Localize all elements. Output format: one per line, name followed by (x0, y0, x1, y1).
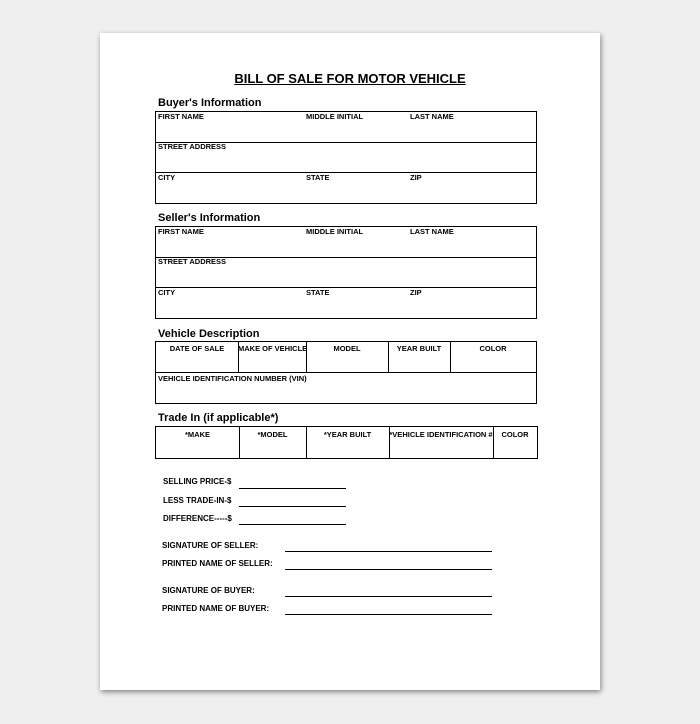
less-trade-in-line[interactable] (239, 506, 346, 507)
buyer-section-heading: Buyer's Information (158, 97, 262, 109)
row-divider (156, 172, 536, 173)
vehicle-model-field[interactable]: MODEL (333, 344, 361, 353)
buyer-state-field[interactable]: STATE (306, 173, 330, 182)
buyer-signature-label: SIGNATURE OF BUYER: (162, 586, 255, 595)
buyer-printed-name-label: PRINTED NAME OF BUYER: (162, 604, 270, 613)
vehicle-section-heading: Vehicle Description (158, 328, 260, 340)
trade-in-make-field[interactable]: *MAKE (184, 430, 210, 439)
trade-in-vin-field[interactable]: *VEHICLE IDENTIFICATION # (389, 430, 493, 439)
seller-state-field[interactable]: STATE (306, 288, 330, 297)
selling-price-line[interactable] (239, 488, 346, 489)
buyer-signature-line[interactable] (285, 596, 492, 597)
selling-price-label: SELLING PRICE-$ (163, 477, 232, 486)
seller-first-name-field[interactable]: FIRST NAME (158, 227, 204, 236)
seller-last-name-field[interactable]: LAST NAME (410, 227, 454, 236)
buyer-zip-field[interactable]: ZIP (410, 173, 422, 182)
buyer-printed-name-line[interactable] (285, 614, 492, 615)
buyer-first-name-field[interactable]: FIRST NAME (158, 112, 204, 121)
buyer-info-box (155, 111, 537, 204)
row-divider (156, 287, 536, 288)
row-divider (156, 372, 536, 373)
seller-signature-label: SIGNATURE OF SELLER: (162, 541, 259, 550)
vehicle-date-of-sale-field[interactable]: DATE OF SALE (169, 344, 225, 353)
buyer-last-name-field[interactable]: LAST NAME (410, 112, 454, 121)
trade-in-section-heading: Trade In (if applicable*) (158, 412, 279, 424)
seller-middle-initial-field[interactable]: MIDDLE INITIAL (306, 227, 364, 236)
document-title: BILL OF SALE FOR MOTOR VEHICLE (234, 71, 466, 86)
seller-info-box (155, 226, 537, 319)
vehicle-vin-field[interactable]: VEHICLE IDENTIFICATION NUMBER (VIN) (158, 374, 307, 383)
document-page (100, 33, 600, 690)
seller-street-address-field[interactable]: STREET ADDRESS (158, 257, 227, 266)
difference-line[interactable] (239, 524, 346, 525)
seller-section-heading: Seller's Information (158, 212, 261, 224)
trade-in-year-built-field[interactable]: *YEAR BUILT (323, 430, 372, 439)
trade-in-color-field[interactable]: COLOR (501, 430, 529, 439)
difference-label: DIFFERENCE-----$ (163, 514, 232, 523)
vehicle-make-field[interactable]: MAKE OF VEHICLE (238, 344, 308, 353)
vehicle-color-field[interactable]: COLOR (479, 344, 507, 353)
buyer-city-field[interactable]: CITY (158, 173, 176, 182)
buyer-middle-initial-field[interactable]: MIDDLE INITIAL (306, 112, 364, 121)
seller-zip-field[interactable]: ZIP (410, 288, 422, 297)
trade-in-model-field[interactable]: *MODEL (257, 430, 288, 439)
less-trade-in-label: LESS TRADE-IN-$ (163, 496, 232, 505)
vehicle-year-built-field[interactable]: YEAR BUILT (396, 344, 442, 353)
seller-city-field[interactable]: CITY (158, 288, 176, 297)
seller-printed-name-line[interactable] (285, 569, 492, 570)
buyer-street-address-field[interactable]: STREET ADDRESS (158, 142, 227, 151)
trade-in-box (155, 426, 538, 459)
vehicle-description-box (155, 341, 537, 404)
seller-signature-line[interactable] (285, 551, 492, 552)
seller-printed-name-label: PRINTED NAME OF SELLER: (162, 559, 273, 568)
